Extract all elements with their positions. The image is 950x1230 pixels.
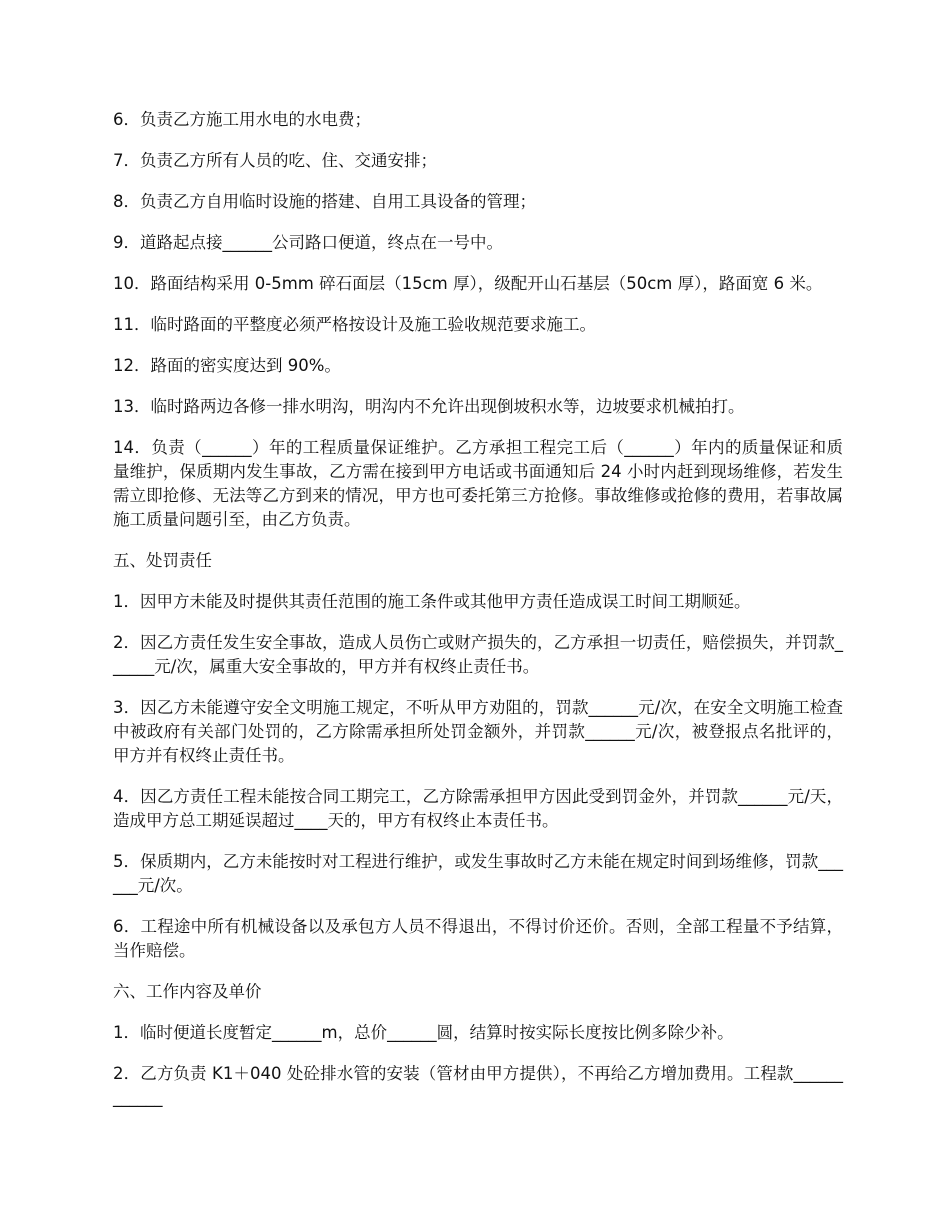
clause-12-compaction: 12．路面的密实度达到 90%。 (113, 356, 341, 375)
document-page (113, 108, 843, 1127)
section-heading-penalties: 五、处罚责任 (113, 551, 212, 570)
penalty-clause-2: 2．因乙方责任发生安全事故，造成人员伤亡或财产损失的，乙方承担一切责任，赔偿损失，并罚款______元/次，属重大安全事故的，甲方并有权终止责任书。 (113, 633, 843, 676)
clause-13-drainage-ditch: 13．临时路两边各修一排水明沟，明沟内不允许出现倒坡积水等，边坡要求机械拍打。 (113, 397, 745, 416)
work-clause-2: 2．乙方负责 K1＋040 处砼排水管的安装（管材由甲方提供），不再给乙方增加费用。工程款____________ (113, 1064, 843, 1107)
work-clause-1: 1．临时便道长度暂定______m，总价______圆，结算时按实际长度按比例多除少补。 (113, 1023, 734, 1042)
penalty-clause-6: 6．工程途中所有机械设备以及承包方人员不得退出，不得讨价还价。否则，全部工程量不予结算，当作赔偿。 (113, 917, 843, 960)
clause-8-temporary-facilities: 8．负责乙方自用临时设施的搭建、自用工具设备的管理； (113, 192, 536, 211)
clause-7-accommodation: 7．负责乙方所有人员的吃、住、交通安排； (113, 151, 437, 170)
penalty-clause-3: 3．因乙方未能遵守安全文明施工规定，不听从甲方劝阻的，罚款______元/次，在安全文明施工检查中被政府有关部门处罚的，乙方除需承担所处罚金额外，并罚款______元/次，被登报点名批评的，甲方并有权终止责任书。 (113, 698, 843, 765)
clause-14-warranty: 14．负责（______）年的工程质量保证维护。乙方承担工程完工后（______）年内的质量保证和质量维护，保质期内发生事故，乙方需在接到甲方电话或书面通知后 24 小时内赶到现场维修，若发生需立即抢修、无法等乙方到来的情况，甲方也可委托第三方抢修。事故维修或抢修的费用，若事故属施工质量问题引至，由乙方负责。 (113, 438, 843, 529)
clause-11-flatness: 11．临时路面的平整度必须严格按设计及施工验收规范要求施工。 (113, 315, 596, 334)
section-heading-work-content: 六、工作内容及单价 (113, 982, 262, 1001)
clause-9-road-start: 9．道路起点接______公司路口便道，终点在一号中。 (113, 233, 503, 252)
penalty-clause-1: 1．因甲方未能及时提供其责任范围的施工条件或其他甲方责任造成误工时间工期顺延。 (113, 592, 751, 611)
clause-10-road-structure: 10．路面结构采用 0-5mm 碎石面层（15cm 厚），级配开山石基层（50cm 厚），路面宽 6 米。 (113, 274, 823, 293)
penalty-clause-4: 4．因乙方责任工程未能按合同工期完工，乙方除需承担甲方因此受到罚金外，并罚款______元/天，造成甲方总工期延误超过____天的，甲方有权终止本责任书。 (113, 787, 843, 830)
penalty-clause-5: 5．保质期内，乙方未能按时对工程进行维护，或发生事故时乙方未能在规定时间到场维修，罚款______元/次。 (113, 852, 843, 895)
clause-6-utilities: 6．负责乙方施工用水电的水电费； (113, 110, 371, 129)
